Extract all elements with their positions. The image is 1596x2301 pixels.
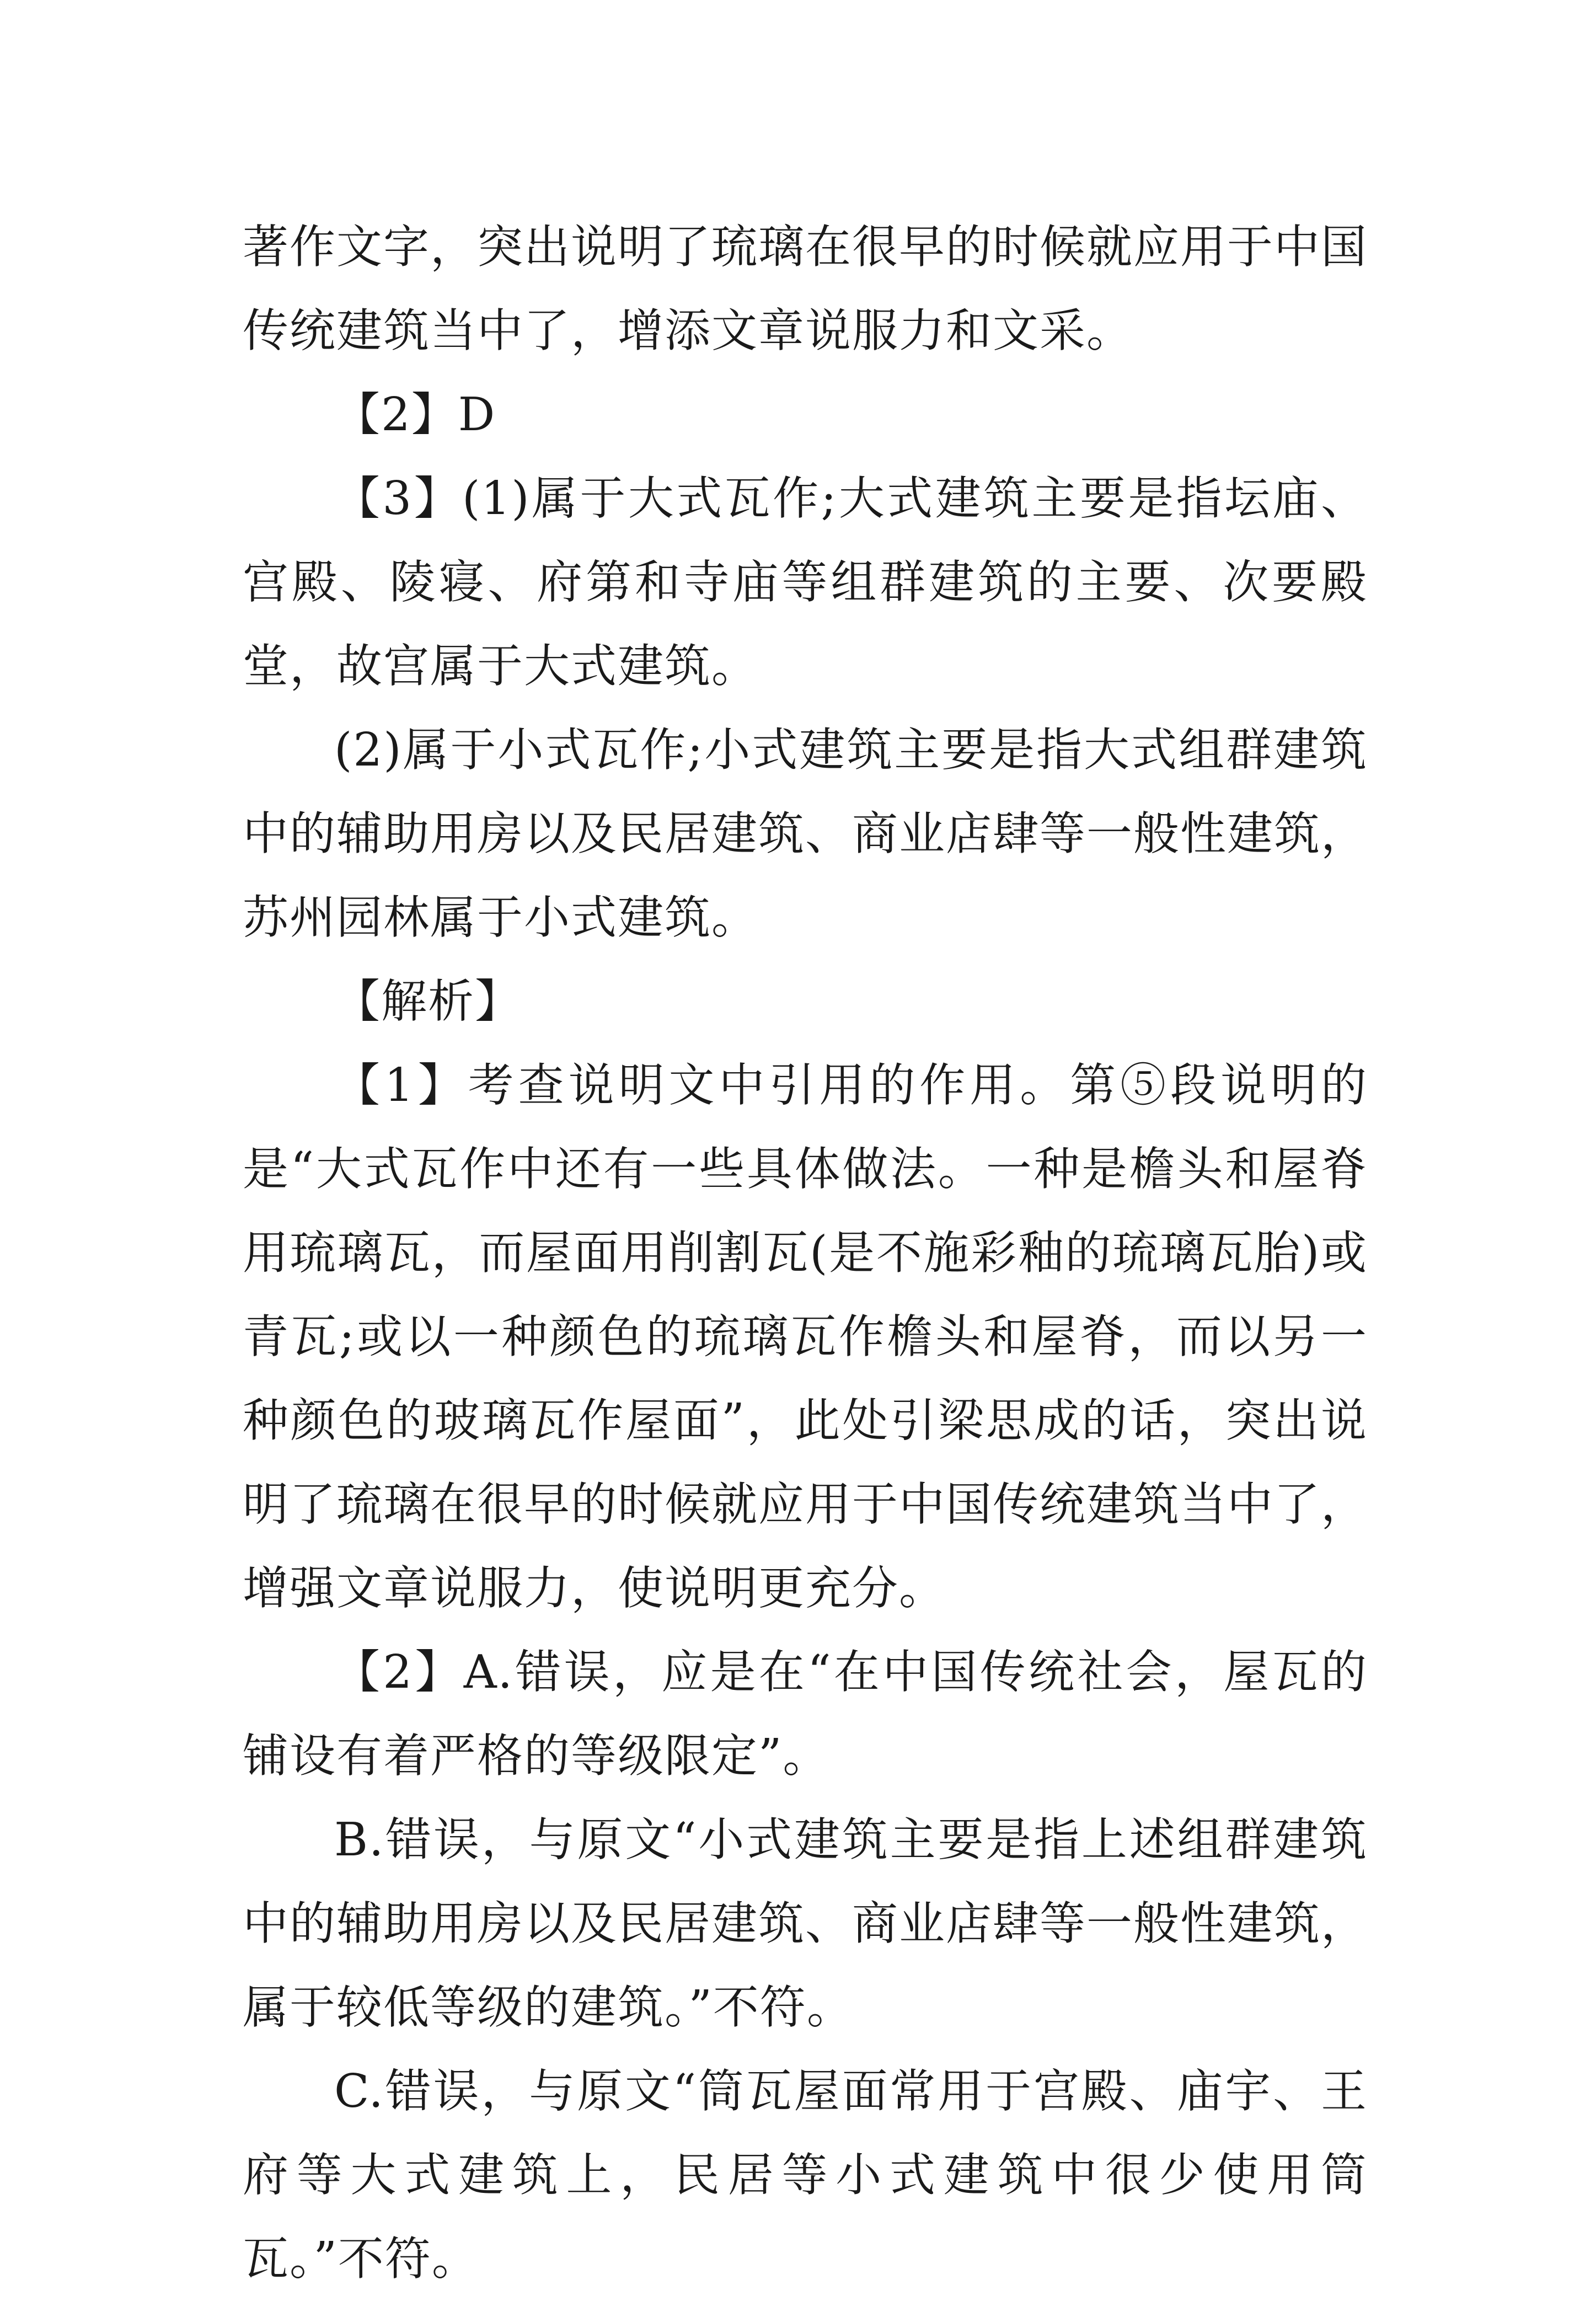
answer-3-part-2: (2)属于小式瓦作;小式建筑主要是指大式组群建筑中的辅助用房以及民居建筑、商业店肆等一般性建筑，苏州园林属于小式建筑。 <box>243 723 1368 944</box>
analysis-2-option-a: 【2】A.错误，应是在“在中国传统社会，屋瓦的铺设有着严格的等级限定”。 <box>243 1645 1368 1783</box>
analysis-heading: 【解析】 <box>334 975 522 1028</box>
paragraph-continuation: 著作文字，突出说明了琉璃在很早的时候就应用于中国传统建筑当中了，增添文章说服力和文采。 <box>243 220 1368 357</box>
answer-2: 【2】D <box>334 388 496 441</box>
analysis-1: 【1】考查说明文中引用的作用。第⑤段说明的是“大式瓦作中还有一些具体做法。一种是檐头和屋脊用琉璃瓦，而屋面用削割瓦(是不施彩釉的琉璃瓦胎)或青瓦;或以一种颜色的琉璃瓦作檐头和屋脊，而以另一种颜色的玻璃瓦作屋面”，此处引梁思成的话，突出说明了琉璃在很早的时候就应用于中国传统建筑当中了，增强文章说服力，使说明更充分。 <box>243 1058 1368 1615</box>
document-body <box>243 205 1368 2301</box>
analysis-2-option-b: B.错误，与原文“小式建筑主要是指上述组群建筑中的辅助用房以及民居建筑、商业店肆等一般性建筑，属于较低等级的建筑。”不符。 <box>243 1813 1368 2034</box>
analysis-2-option-c: C.错误，与原文“筒瓦屋面常用于宫殿、庙宇、王府等大式建筑上，民居等小式建筑中很少使用筒瓦。”不符。 <box>243 2064 1368 2286</box>
answer-3-part-1: 【3】(1)属于大式瓦作;大式建筑主要是指坛庙、宫殿、陵寝、府第和寺庙等组群建筑的主要、次要殿堂，故宫属于大式建筑。 <box>243 472 1368 693</box>
